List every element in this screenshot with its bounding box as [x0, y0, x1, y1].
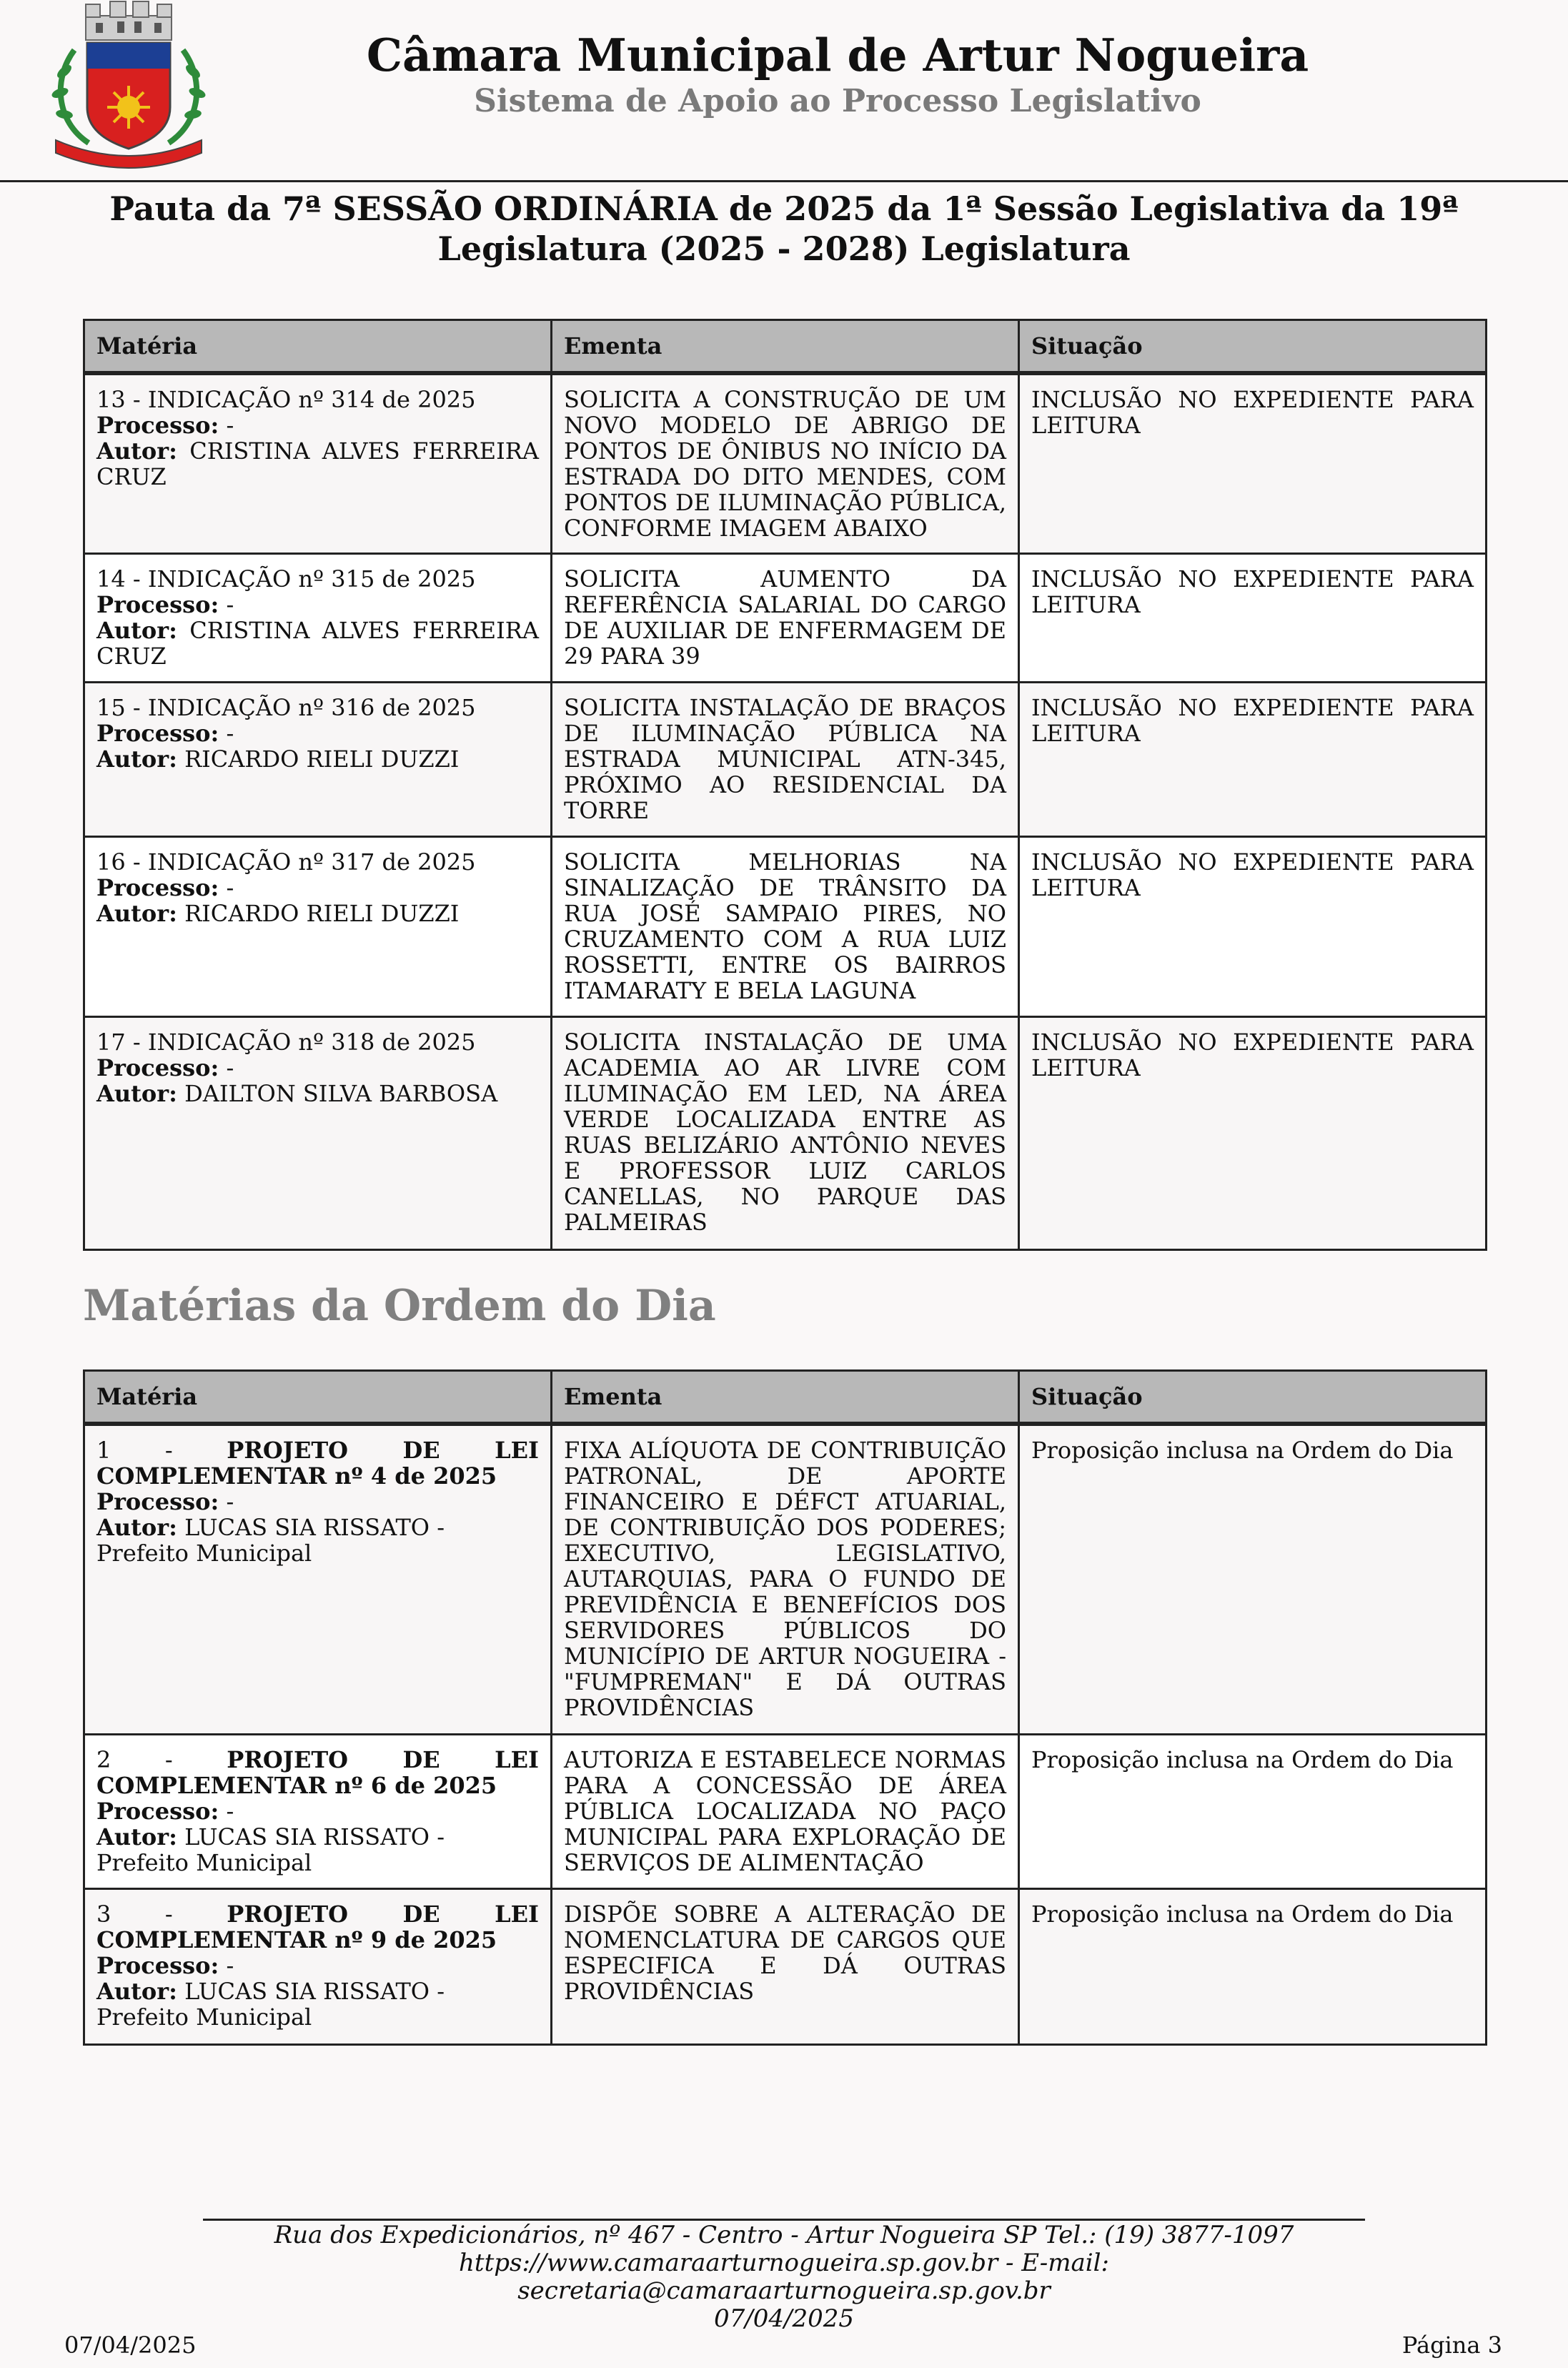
materia-title: 16 - INDICAÇÃO nº 317 de 2025 [96, 848, 476, 876]
autor-label: Autor: [96, 1079, 177, 1107]
processo-label: Processo: [96, 590, 219, 618]
materia-title: 14 - INDICAÇÃO nº 315 de 2025 [96, 565, 476, 593]
expediente-table [83, 319, 1487, 1251]
situacao-cell: INCLUSÃO NO EXPEDIENTE PARA LEITURA [1019, 682, 1487, 836]
materia-title: 13 - INDICAÇÃO nº 314 de 2025 [96, 386, 476, 413]
materia-title-line2 [96, 1927, 539, 1953]
materia-type-number: COMPLEMENTAR nº 9 de 2025 [96, 1926, 497, 1953]
processo-line [96, 412, 539, 438]
autor-label: Autor: [96, 745, 177, 773]
materia-number: 1 - [96, 1437, 173, 1464]
materia-title: 17 - INDICAÇÃO nº 318 de 2025 [96, 1028, 476, 1056]
situacao-cell: INCLUSÃO NO EXPEDIENTE PARA LEITURA [1019, 553, 1487, 682]
processo-value: - [219, 1054, 234, 1081]
materia-type: PROJETO DE LEI [227, 1437, 540, 1464]
autor-label: Autor: [96, 616, 177, 644]
autor-label: Autor: [96, 899, 177, 927]
processo-line [96, 1798, 539, 1824]
materia-title-line2 [96, 1773, 539, 1798]
processo-label: Processo: [96, 1054, 219, 1081]
table-row [84, 553, 1487, 682]
column-header-materia: Matéria [84, 320, 552, 374]
processo-line [96, 720, 539, 746]
chamber-title: Câmara Municipal de Artur Nogueira [366, 29, 1309, 81]
autor-value: CRISTINA ALVES FERREIRA CRUZ [96, 616, 539, 670]
processo-value: - [219, 873, 234, 901]
processo-line [96, 592, 539, 618]
autor-line [96, 1081, 539, 1106]
table-header-row [84, 1371, 1487, 1425]
autor-value: RICARDO RIELI DUZZI [177, 745, 460, 773]
column-header-ementa: Ementa [552, 320, 1019, 374]
autor-label: Autor: [96, 1823, 177, 1851]
column-header-situacao: Situação [1019, 1371, 1487, 1425]
ementa-cell: AUTORIZA E ESTABELECE NORMAS PARA A CONCESSÃO DE ÁREA PÚBLICA LOCALIZADA NO PAÇO MUNICIPAL PARA EXPLORAÇÃO DE SERVIÇOS DE ALIMENTAÇÃO [552, 1734, 1019, 1888]
processo-label: Processo: [96, 719, 219, 747]
processo-value: - [219, 1951, 234, 1979]
pauta-title: Pauta da 7ª SESSÃO ORDINÁRIA de 2025 da 1ª Sessão Legislativa da 19ª Legislatura (2025 - 2028) Legislatura [109, 189, 1459, 268]
materia-title-line2 [96, 1463, 539, 1489]
ementa-cell: SOLICITA AUMENTO DA REFERÊNCIA SALARIAL DO CARGO DE AUXILIAR DE ENFERMAGEM DE 29 PARA 39 [552, 553, 1019, 682]
autor-line [96, 618, 539, 669]
table-row [84, 836, 1487, 1016]
autor-value: CRISTINA ALVES FERREIRA CRUZ [96, 437, 539, 490]
ementa-cell: SOLICITA INSTALAÇÃO DE UMA ACADEMIA AO AR LIVRE COM ILUMINAÇÃO EM LED, NA ÁREA VERDE LOCALIZADA ENTRE AS RUAS BELIZÁRIO ANTÔNIO NEVES E PROFESSOR LUIZ CARLOS CANELLAS, NO PARQUE DAS PALMEIRAS [552, 1016, 1019, 1249]
table-row [84, 1424, 1487, 1734]
processo-label: Processo: [96, 873, 219, 901]
autor-value: LUCAS SIA RISSATO - Prefeito Municipal [96, 1514, 445, 1567]
system-subtitle: Sistema de Apoio ao Processo Legislativo [474, 83, 1201, 119]
processo-value: - [219, 412, 234, 439]
processo-label: Processo: [96, 1797, 219, 1825]
autor-line [96, 1978, 539, 2030]
materia-type: PROJETO DE LEI [227, 1745, 540, 1773]
column-header-situacao: Situação [1019, 320, 1487, 374]
ementa-cell: SOLICITA A CONSTRUÇÃO DE UM NOVO MODELO DE ABRIGO DE PONTOS DE ÔNIBUS NO INÍCIO DA ESTRADA DO DITO MENDES, COM PONTOS DE ILUMINAÇÃO PÚBLICA, CONFORME IMAGEM ABAIXO [552, 373, 1019, 553]
materia-type-number: COMPLEMENTAR nº 6 de 2025 [96, 1771, 497, 1799]
materia-type: PROJETO DE LEI [227, 1900, 540, 1928]
situacao-cell: INCLUSÃO NO EXPEDIENTE PARA LEITURA [1019, 836, 1487, 1016]
materia-cell [84, 1016, 552, 1249]
print-date: 07/04/2025 [64, 2332, 197, 2359]
table-row [84, 1734, 1487, 1888]
processo-label: Processo: [96, 1488, 219, 1515]
page-number: Página 3 [1401, 2332, 1502, 2359]
processo-label: Processo: [96, 1951, 219, 1979]
autor-line [96, 1515, 539, 1566]
autor-value: LUCAS SIA RISSATO - Prefeito Municipal [96, 1977, 445, 2031]
materia-title-line1 [96, 1437, 539, 1463]
processo-line [96, 1055, 539, 1081]
autor-label: Autor: [96, 437, 177, 465]
page-footer [203, 2221, 1365, 2333]
materia-cell [84, 1734, 552, 1888]
processo-line [96, 1489, 539, 1515]
processo-line [96, 1953, 539, 1978]
processo-value: - [219, 1488, 234, 1515]
ementa-cell: FIXA ALÍQUOTA DE CONTRIBUIÇÃO PATRONAL, DE APORTE FINANCEIRO E DÉFCT ATUARIAL, DE CONTRIBUIÇÃO DOS PODERES; EXECUTIVO, LEGISLATIVO, AUTARQUIAS, PARA O FUNDO DE PREVIDÊNCIA E BENEFÍCIOS DOS SERVIDORES PÚBLICOS DO MUNICÍPIO DE ARTUR NOGUEIRA - "FUMPREMAN" E DÁ OUTRAS PROVIDÊNCIAS [552, 1424, 1019, 1734]
processo-label: Processo: [96, 412, 219, 439]
autor-line [96, 901, 539, 926]
materia-cell [84, 1424, 552, 1734]
autor-value: LUCAS SIA RISSATO - Prefeito Municipal [96, 1823, 445, 1876]
autor-line [96, 746, 539, 772]
table-row [84, 373, 1487, 553]
autor-line [96, 438, 539, 490]
autor-line [96, 1824, 539, 1876]
footer-date: 07/04/2025 [714, 2304, 854, 2333]
table-row [84, 682, 1487, 836]
materia-number: 3 - [96, 1900, 173, 1928]
materia-cell [84, 553, 552, 682]
ementa-cell: SOLICITA INSTALAÇÃO DE BRAÇOS DE ILUMINAÇÃO PÚBLICA NA ESTRADA MUNICIPAL ATN-345, PRÓXIMO AO RESIDENCIAL DA TORRE [552, 682, 1019, 836]
ordem-do-dia-table [83, 1369, 1487, 2046]
materia-number: 2 - [96, 1745, 173, 1773]
materia-type-number: COMPLEMENTAR nº 4 de 2025 [96, 1462, 497, 1490]
table-row [84, 1016, 1487, 1249]
situacao-cell: INCLUSÃO NO EXPEDIENTE PARA LEITURA [1019, 1016, 1487, 1249]
ordem-do-dia-heading: Matérias da Ordem do Dia [83, 1281, 716, 1331]
materia-cell [84, 1888, 552, 2044]
column-header-ementa: Ementa [552, 1371, 1019, 1425]
table-row [84, 1888, 1487, 2044]
autor-label: Autor: [96, 1514, 177, 1541]
materia-cell [84, 373, 552, 553]
autor-value: RICARDO RIELI DUZZI [177, 899, 460, 927]
materia-title-line1 [96, 1747, 539, 1773]
processo-value: - [219, 590, 234, 618]
processo-value: - [219, 719, 234, 747]
autor-label: Autor: [96, 1977, 177, 2005]
page-header [0, 0, 1568, 182]
ementa-cell: SOLICITA MELHORIAS NA SINALIZAÇÃO DE TRÂNSITO DA RUA JOSÉ SAMPAIO PIRES, NO CRUZAMENTO COM A RUA LUIZ ROSSETTI, ENTRE OS BAIRROS ITAMARATY E BELA LAGUNA [552, 836, 1019, 1016]
column-header-materia: Matéria [84, 1371, 552, 1425]
ementa-cell: DISPÕE SOBRE A ALTERAÇÃO DE NOMENCLATURA DE CARGOS QUE ESPECIFICA E DÁ OUTRAS PROVIDÊNCIAS [552, 1888, 1019, 2044]
materia-cell [84, 682, 552, 836]
situacao-cell: Proposição inclusa na Ordem do Dia [1019, 1888, 1487, 2044]
processo-value: - [219, 1797, 234, 1825]
processo-line [96, 875, 539, 901]
situacao-cell: INCLUSÃO NO EXPEDIENTE PARA LEITURA [1019, 373, 1487, 553]
materia-title-line1 [96, 1901, 539, 1927]
situacao-cell: Proposição inclusa na Ordem do Dia [1019, 1734, 1487, 1888]
materia-title: 15 - INDICAÇÃO nº 316 de 2025 [96, 693, 476, 721]
autor-value: DAILTON SILVA BARBOSA [177, 1079, 498, 1107]
materia-cell [84, 836, 552, 1016]
footer-address: Rua dos Expedicionários, nº 467 - Centro - Artur Nogueira SP Tel.: (19) 3877-1097 https://www.camaraarturnogueira.sp.gov.br - E-mail: secretaria@camaraarturnogueira.sp.gov.br [274, 2221, 1294, 2305]
situacao-cell: Proposição inclusa na Ordem do Dia [1019, 1424, 1487, 1734]
table-header-row [84, 320, 1487, 374]
